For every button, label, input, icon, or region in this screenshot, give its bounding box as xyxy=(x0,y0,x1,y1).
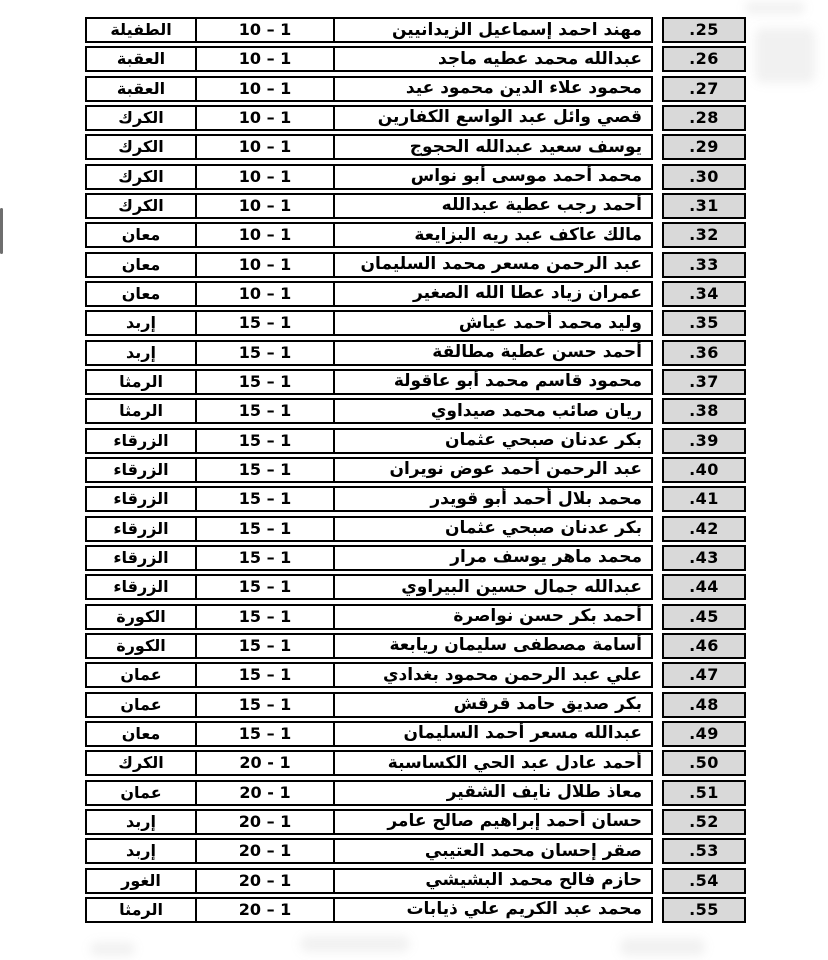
location-cell: إربد xyxy=(126,342,156,362)
row-number-cell: 36. xyxy=(662,340,746,366)
table-row xyxy=(85,633,746,659)
name-cell: محمد بلال أحمد أبو قويدر xyxy=(333,488,651,510)
row-number-cell: 38. xyxy=(662,398,746,424)
range-cell: 1 – 15 xyxy=(195,518,333,540)
row-detail-group xyxy=(85,193,653,219)
row-detail-group xyxy=(85,457,653,483)
row-number-cell: 42. xyxy=(662,516,746,542)
location-cell: العقبة xyxy=(116,49,166,69)
roster-table xyxy=(85,17,746,923)
range-cell: 1 – 15 xyxy=(195,459,333,481)
row-number-cell: 46. xyxy=(662,633,746,659)
table-row xyxy=(85,604,746,630)
location-cell: العقبة xyxy=(116,78,166,98)
row-detail-group xyxy=(85,310,653,336)
location-cell: الكورة xyxy=(116,635,166,655)
location-cell: الزرقاء xyxy=(113,577,169,597)
name-cell: أحمد بكر حسن نواصرة xyxy=(333,606,651,628)
row-number-cell: 54. xyxy=(662,868,746,894)
range-cell: 1 – 15 xyxy=(195,488,333,510)
name-cell: ريان صائب محمد صيداوي xyxy=(333,400,651,422)
scan-smudge xyxy=(620,938,705,956)
name-cell: محمد ماهر يوسف مرار xyxy=(333,547,651,569)
location-cell: الرمثا xyxy=(119,401,163,421)
location-cell: الكرك xyxy=(118,166,164,186)
name-cell: بكر عدنان صبحي عثمان xyxy=(333,430,651,452)
row-number-cell: 39. xyxy=(662,428,746,454)
row-detail-group xyxy=(85,692,653,718)
table-row xyxy=(85,17,746,43)
range-cell: 1 – 10 xyxy=(195,224,333,246)
range-cell: 1 – 10 xyxy=(195,48,333,70)
range-cell: 1 – 10 xyxy=(195,136,333,158)
range-cell: 1 – 10 xyxy=(195,107,333,129)
row-detail-group xyxy=(85,780,653,806)
location-cell: الكرك xyxy=(118,107,164,127)
table-row xyxy=(85,692,746,718)
row-detail-group xyxy=(85,574,653,600)
scan-smudge xyxy=(745,2,805,14)
table-row xyxy=(85,516,746,542)
table-row xyxy=(85,868,746,894)
scan-smudge xyxy=(300,936,410,952)
row-detail-group xyxy=(85,486,653,512)
row-detail-group xyxy=(85,750,653,776)
table-row xyxy=(85,545,746,571)
table-row xyxy=(85,428,746,454)
name-cell: مهند احمد إسماعيل الزيدانيين xyxy=(333,19,651,41)
range-cell: 1 – 15 xyxy=(195,312,333,334)
location-cell: الزرقاء xyxy=(113,489,169,509)
name-cell: معاذ طلال نايف الشقير xyxy=(333,782,651,804)
range-cell: 1 – 10 xyxy=(195,283,333,305)
location-cell: الرمثا xyxy=(119,899,163,919)
name-cell: محمود قاسم محمد أبو عاقولة xyxy=(333,371,651,393)
row-number-cell: 53. xyxy=(662,838,746,864)
table-row xyxy=(85,721,746,747)
table-row xyxy=(85,222,746,248)
row-number-cell: 49. xyxy=(662,721,746,747)
range-cell: 1 - 20 xyxy=(195,752,333,774)
table-row xyxy=(85,750,746,776)
table-row xyxy=(85,398,746,424)
location-cell: الزرقاء xyxy=(113,459,169,479)
range-cell: 1 – 10 xyxy=(195,166,333,188)
range-cell: 1 – 20 xyxy=(195,870,333,892)
name-cell: قصي وائل عبد الواسع الكفارين xyxy=(333,107,651,129)
row-number-cell: 45. xyxy=(662,604,746,630)
row-number-cell: 43. xyxy=(662,545,746,571)
name-cell: صقر إحسان محمد العتيبي xyxy=(333,840,651,862)
name-cell: عبد الرحمن مسعر محمد السليمان xyxy=(333,254,651,276)
row-number-cell: 33. xyxy=(662,252,746,278)
row-number-cell: 37. xyxy=(662,369,746,395)
range-cell: 1 – 15 xyxy=(195,694,333,716)
table-row xyxy=(85,281,746,307)
row-number-cell: 41. xyxy=(662,486,746,512)
range-cell: 1 – 15 xyxy=(195,606,333,628)
row-number-cell: 35. xyxy=(662,310,746,336)
name-cell: أسامة مصطفى سليمان ريابعة xyxy=(333,635,651,657)
location-cell: معان xyxy=(121,723,161,743)
table-row xyxy=(85,252,746,278)
range-cell: 1 – 20 xyxy=(195,811,333,833)
range-cell: 1 – 15 xyxy=(195,342,333,364)
location-cell: إربد xyxy=(126,811,156,831)
row-detail-group xyxy=(85,897,653,923)
table-row xyxy=(85,310,746,336)
location-cell: إربد xyxy=(126,841,156,861)
range-cell: 1 – 20 xyxy=(195,840,333,862)
row-number-cell: 27. xyxy=(662,76,746,102)
row-number-cell: 51. xyxy=(662,780,746,806)
name-cell: علي عبد الرحمن محمود بغدادي xyxy=(333,664,651,686)
name-cell: محمد عبد الكريم علي ذيابات xyxy=(333,899,651,921)
range-cell: 1 – 15 xyxy=(195,576,333,598)
row-number-cell: 25. xyxy=(662,17,746,43)
range-cell: 1 – 10 xyxy=(195,78,333,100)
location-cell: الزرقاء xyxy=(113,518,169,538)
range-cell: 1 – 10 xyxy=(195,254,333,276)
location-cell: معان xyxy=(121,254,161,274)
table-row xyxy=(85,340,746,366)
row-number-cell: 52. xyxy=(662,809,746,835)
row-detail-group xyxy=(85,17,653,43)
row-number-cell: 47. xyxy=(662,662,746,688)
row-detail-group xyxy=(85,46,653,72)
range-cell: 1 – 15 xyxy=(195,400,333,422)
location-cell: إربد xyxy=(126,313,156,333)
range-cell: 1 – 15 xyxy=(195,664,333,686)
location-cell: الزرقاء xyxy=(113,547,169,567)
location-cell: الغور xyxy=(121,870,161,890)
table-row xyxy=(85,457,746,483)
table-row xyxy=(85,809,746,835)
location-cell: عمان xyxy=(120,665,162,685)
table-row xyxy=(85,369,746,395)
row-number-cell: 29. xyxy=(662,134,746,160)
range-cell: 1 – 15 xyxy=(195,430,333,452)
row-detail-group xyxy=(85,633,653,659)
table-row xyxy=(85,46,746,72)
name-cell: محمود علاء الدين محمود عيد xyxy=(333,78,651,100)
row-detail-group xyxy=(85,428,653,454)
row-number-cell: 31. xyxy=(662,193,746,219)
row-number-cell: 55. xyxy=(662,897,746,923)
table-row xyxy=(85,897,746,923)
location-cell: الزرقاء xyxy=(113,430,169,450)
range-cell: 1 – 20 xyxy=(195,899,333,921)
range-cell: 1 – 10 xyxy=(195,19,333,41)
row-detail-group xyxy=(85,398,653,424)
name-cell: يوسف سعيد عبدالله الحجوج xyxy=(333,136,651,158)
table-row xyxy=(85,76,746,102)
location-cell: الكرك xyxy=(118,137,164,157)
name-cell: وليد محمد أحمد عياش xyxy=(333,312,651,334)
name-cell: مالك عاكف عبد ريه البزايعة xyxy=(333,224,651,246)
name-cell: عبدالله مسعر أحمد السليمان xyxy=(333,723,651,745)
name-cell: عبدالله محمد عطيه ماجد xyxy=(333,48,651,70)
row-detail-group xyxy=(85,868,653,894)
row-detail-group xyxy=(85,222,653,248)
name-cell: أحمد حسن عطية مطالقة xyxy=(333,342,651,364)
range-cell: 1 – 10 xyxy=(195,195,333,217)
name-cell: بكر عدنان صبحي عثمان xyxy=(333,518,651,540)
row-detail-group xyxy=(85,545,653,571)
table-row xyxy=(85,662,746,688)
row-detail-group xyxy=(85,369,653,395)
row-number-cell: 44. xyxy=(662,574,746,600)
table-row xyxy=(85,574,746,600)
location-cell: الرمثا xyxy=(119,371,163,391)
row-number-cell: 40. xyxy=(662,457,746,483)
row-detail-group xyxy=(85,721,653,747)
row-number-cell: 32. xyxy=(662,222,746,248)
table-row xyxy=(85,164,746,190)
row-number-cell: 34. xyxy=(662,281,746,307)
table-row xyxy=(85,105,746,131)
table-row xyxy=(85,134,746,160)
row-detail-group xyxy=(85,281,653,307)
row-number-cell: 48. xyxy=(662,692,746,718)
row-detail-group xyxy=(85,164,653,190)
location-cell: الكورة xyxy=(116,606,166,626)
row-detail-group xyxy=(85,838,653,864)
row-detail-group xyxy=(85,76,653,102)
location-cell: الكرك xyxy=(118,195,164,215)
row-detail-group xyxy=(85,134,653,160)
range-cell: 1 – 15 xyxy=(195,371,333,393)
row-detail-group xyxy=(85,809,653,835)
location-cell: الكرك xyxy=(118,753,164,773)
scan-smudge xyxy=(755,28,815,83)
row-number-cell: 30. xyxy=(662,164,746,190)
row-detail-group xyxy=(85,516,653,542)
name-cell: عبدالله جمال حسين البيراوي xyxy=(333,576,651,598)
table-row xyxy=(85,780,746,806)
table-row xyxy=(85,486,746,512)
row-detail-group xyxy=(85,105,653,131)
location-cell: الطفيلة xyxy=(110,20,172,39)
location-cell: عمان xyxy=(120,694,162,714)
name-cell: بكر صديق حامد قرقش xyxy=(333,694,651,716)
name-cell: أحمد عادل عبد الحي الكساسبة xyxy=(333,752,651,774)
row-detail-group xyxy=(85,662,653,688)
row-detail-group xyxy=(85,604,653,630)
name-cell: أحمد رجب عطية عبدالله xyxy=(333,195,651,217)
table-row xyxy=(85,193,746,219)
row-detail-group xyxy=(85,252,653,278)
row-number-cell: 28. xyxy=(662,105,746,131)
location-cell: معان xyxy=(121,225,161,245)
range-cell: 1 – 15 xyxy=(195,635,333,657)
range-cell: 1 - 20 xyxy=(195,782,333,804)
scan-smudge xyxy=(90,942,135,956)
name-cell: حسان أحمد إبراهيم صالح عامر xyxy=(333,811,651,833)
name-cell: عبد الرحمن أحمد عوض نويران xyxy=(333,459,651,481)
name-cell: حازم فالح محمد البشيشي xyxy=(333,870,651,892)
row-number-cell: 26. xyxy=(662,46,746,72)
location-cell: عمان xyxy=(120,782,162,802)
name-cell: محمد أحمد موسى أبو نواس xyxy=(333,166,651,188)
range-cell: 1 – 15 xyxy=(195,547,333,569)
scan-artifact-left-edge xyxy=(0,208,3,254)
range-cell: 1 – 15 xyxy=(195,723,333,745)
name-cell: عمران زياد عطا الله الصغير xyxy=(333,283,651,305)
table-row xyxy=(85,838,746,864)
row-number-cell: 50. xyxy=(662,750,746,776)
row-detail-group xyxy=(85,340,653,366)
location-cell: معان xyxy=(121,283,161,303)
